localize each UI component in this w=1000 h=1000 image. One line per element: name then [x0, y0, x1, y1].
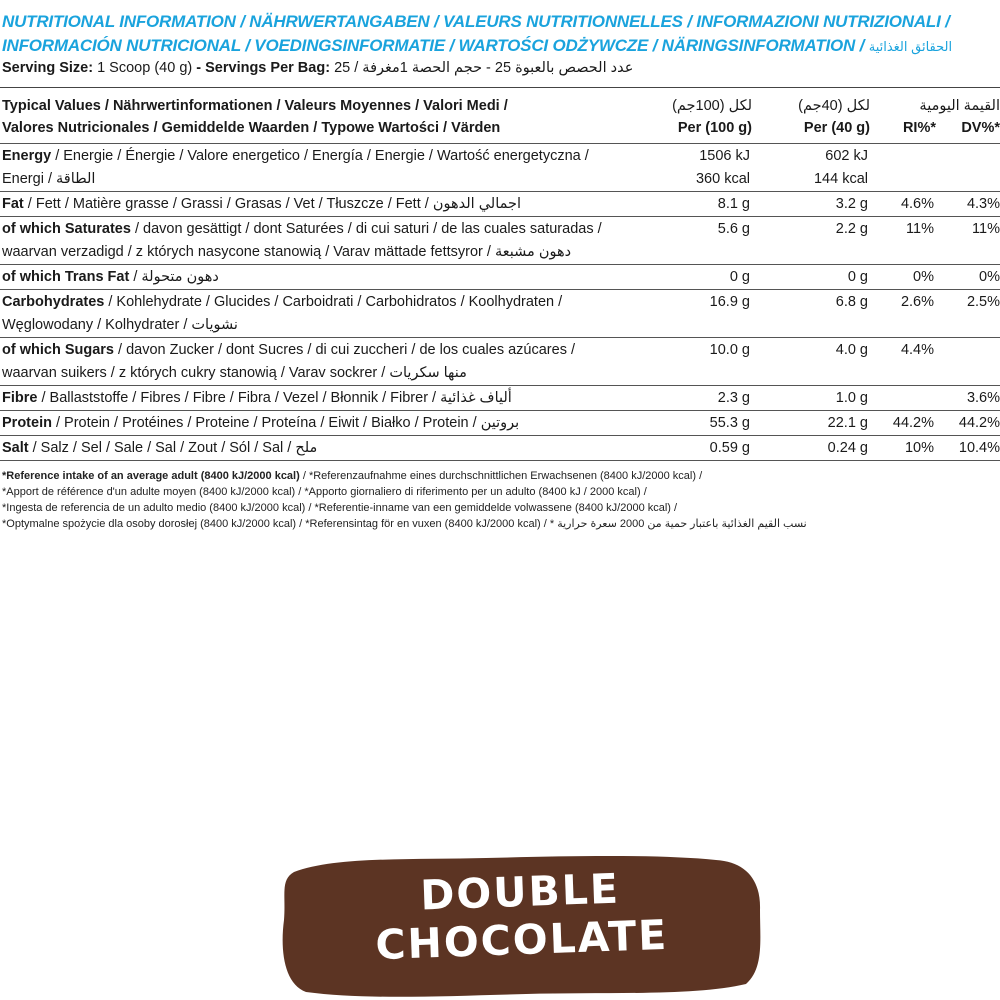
header-typical-values — [0, 95, 640, 144]
flavor-badge — [276, 850, 766, 1000]
value-per-40g-primary: 1.0 g — [835, 390, 868, 406]
value-per-100g — [640, 436, 758, 461]
nutrient-name: Fat — [2, 196, 24, 212]
value-per-40g — [758, 217, 876, 265]
value-per-100g — [640, 192, 758, 217]
header-per-40g-label: Per (40 g) — [803, 120, 870, 136]
nutrient-translations-line-2: Energi / الطاقة — [2, 171, 96, 187]
nutrient-description — [0, 265, 640, 290]
value-ri-percent: 4.4% — [900, 342, 934, 358]
value-per-40g — [758, 386, 876, 411]
header-per-100g-label: Per (100 g) — [677, 120, 752, 136]
value-dv-percent: 11% — [972, 221, 1000, 237]
table-row — [0, 436, 1000, 461]
value-ri-percent: 10% — [904, 440, 934, 456]
value-per-40g — [758, 265, 876, 290]
value-per-40g — [758, 144, 876, 192]
serving-separator: - — [196, 60, 202, 76]
footnote-line-2: *Apport de référence d'un adulte moyen (8400 kJ/2000 kcal) / *Apporto giornaliero di riferimento per un adulto (8400 kJ / 2000 kcal) / — [2, 486, 647, 498]
nutrient-name: Fibre — [2, 390, 38, 406]
serving-info — [2, 60, 633, 76]
value-per-100g-primary: 5.6 g — [717, 221, 750, 237]
value-per-100g-primary: 0.59 g — [709, 440, 750, 456]
value-dv-percent: 44.2% — [958, 415, 1000, 431]
footnote-line-1 — [2, 468, 998, 484]
value-per-100g — [640, 411, 758, 436]
table-row — [0, 338, 1000, 386]
value-per-100g-secondary: 360 kcal — [695, 171, 750, 187]
value-ri-percent — [876, 386, 940, 411]
table-header-row — [0, 95, 1000, 144]
footnote-line-4: *Optymalne spożycie dla osoby dorosłej (8400 kJ/2000 kcal) / *Referensintag för en vuxen (8400 kJ/2000 kcal) / * نسب القيم الغذائية باعتبار حمية من 2000 سعرة حرارية — [2, 518, 807, 530]
value-per-40g-primary: 22.1 g — [827, 415, 868, 431]
header-typical-line-2: Valores Nutricionales / Gemiddelde Waarden / Typowe Wartości / Värden — [2, 120, 501, 136]
value-dv-percent: 2.5% — [966, 294, 1000, 310]
heading-line-2-text: INFORMACIÓN NUTRICIONAL / VOEDINGSINFORMATIE / WARTOŚCI ODŻYWCZE / NÄRINGSINFORMATION / — [2, 36, 865, 55]
servings-per-bag-value: 25 / — [334, 60, 359, 76]
header-daily-arabic: القيمة اليومية — [919, 98, 1000, 114]
nutrient-name: Carbohydrates — [2, 294, 105, 310]
nutrient-description — [0, 290, 640, 338]
nutrient-name: Salt — [2, 440, 29, 456]
header-per-40g — [758, 95, 876, 144]
serving-size-label: Serving Size: — [2, 60, 94, 76]
value-ri-percent: 44.2% — [892, 415, 934, 431]
value-per-40g-primary: 0 g — [847, 269, 868, 285]
nutrient-translations: / Salz / Sel / Sale / Sal / Zout / Sól / Sal / ملح — [28, 440, 318, 456]
value-per-100g-primary: 8.1 g — [717, 196, 750, 212]
header-per-40g-arabic: لكل (40جم) — [798, 98, 870, 114]
nutrient-translations: / Protein / Protéines / Proteine / Proteína / Eiwit / Białko / Protein / بروتين — [51, 415, 520, 431]
nutrient-description — [0, 411, 640, 436]
header-typical-line-1: Typical Values / Nährwertinformationen / Valeurs Moyennes / Valori Medi / — [2, 98, 508, 114]
value-per-40g — [758, 192, 876, 217]
nutrient-translations: / Ballaststoffe / Fibres / Fibre / Fibra / Vezel / Błonnik / Fibrer / ألياف غذائية — [37, 390, 512, 406]
value-per-100g — [640, 386, 758, 411]
nutrient-translations: / Kohlehydrate / Glucides / Carboidrati / Carbohidratos / Koolhydraten / — [104, 294, 563, 310]
value-per-40g — [758, 290, 876, 338]
nutrient-translations-line-2: waarvan verzadigd / z których nasycone stanowią / Varav mättade fettsyror / دهون مشبعة — [2, 244, 572, 260]
value-per-100g-primary: 16.9 g — [709, 294, 750, 310]
nutrient-description — [0, 192, 640, 217]
footnote-line-3: *Ingesta de referencia de un adulto medio (8400 kJ/2000 kcal) / *Referentie-inname van een gemiddelde volwassene (8400 kJ/2000 kcal) / — [2, 502, 678, 514]
nutrient-description — [0, 338, 640, 386]
table-row — [0, 217, 1000, 265]
table-row — [0, 144, 1000, 192]
value-per-40g-primary: 6.8 g — [835, 294, 868, 310]
value-ri-percent: 11% — [906, 221, 934, 237]
header-divider — [0, 87, 1000, 88]
value-per-100g-primary: 0 g — [729, 269, 750, 285]
value-per-40g-primary: 2.2 g — [835, 221, 868, 237]
value-ri-percent: 2.6% — [900, 294, 934, 310]
value-per-100g-primary: 1506 kJ — [699, 148, 750, 164]
nutrient-name: Energy — [2, 148, 52, 164]
nutrient-name: of which Saturates — [2, 221, 131, 237]
value-per-100g — [640, 290, 758, 338]
nutrient-translations-line-2: waarvan suikers / z których cukry stanowią / Varav sockrer / منها سكريات — [2, 365, 467, 381]
nutrient-name: Protein — [2, 415, 52, 431]
table-row — [0, 386, 1000, 411]
value-dv-percent — [940, 338, 1000, 386]
serving-size-value: 1 Scoop (40 g) — [97, 60, 193, 76]
nutrition-table — [0, 95, 1000, 461]
nutrient-name: of which Trans Fat — [2, 269, 130, 285]
heading-line-1: NUTRITIONAL INFORMATION / NÄHRWERTANGABEN / VALEURS NUTRITIONNELLES / INFORMAZIONI NUTRIZIONALI / — [2, 12, 950, 31]
value-dv-percent — [940, 144, 1000, 192]
nutrient-description — [0, 144, 640, 192]
header-daily-values — [876, 95, 1000, 144]
nutrient-translations-line-2: Węglowodany / Kolhydrater / نشويات — [2, 317, 238, 333]
value-per-40g — [758, 436, 876, 461]
value-per-100g-primary: 2.3 g — [717, 390, 750, 406]
nutrient-translations: / davon Zucker / dont Sucres / di cui zuccheri / de los cuales azúcares / — [114, 342, 575, 358]
nutrition-heading — [2, 10, 1000, 59]
value-per-100g — [640, 144, 758, 192]
value-per-100g-primary: 55.3 g — [709, 415, 750, 431]
value-dv-percent: 4.3% — [966, 196, 1000, 212]
footnote-line-1-bold: *Reference intake of an average adult (8400 kJ/2000 kcal) — [2, 470, 300, 482]
value-per-100g — [640, 265, 758, 290]
header-per-100g — [640, 95, 758, 144]
value-ri-percent: 0% — [913, 269, 934, 285]
value-dv-percent: 3.6% — [966, 390, 1000, 406]
nutrient-translations: / Energie / Énergie / Valore energetico / Energía / Energie / Wartość energetyczna / — [51, 148, 589, 164]
value-per-40g-primary: 4.0 g — [835, 342, 868, 358]
value-dv-percent: 0% — [979, 269, 1000, 285]
header-dv: DV%* — [961, 120, 1000, 136]
value-per-100g — [640, 217, 758, 265]
flavor-line-2: CHOCOLATE — [374, 910, 670, 970]
table-row — [0, 411, 1000, 436]
flavor-name — [274, 859, 767, 972]
value-per-40g-secondary: 144 kcal — [813, 171, 868, 187]
value-per-100g-primary: 10.0 g — [709, 342, 750, 358]
table-row — [0, 265, 1000, 290]
value-per-40g-primary: 602 kJ — [825, 148, 868, 164]
value-per-40g-primary: 3.2 g — [835, 196, 868, 212]
value-ri-percent: 4.6% — [900, 196, 934, 212]
value-per-40g — [758, 411, 876, 436]
value-dv-percent: 10.4% — [958, 440, 1000, 456]
footnote-line-1-rest: / *Referenzaufnahme eines durchschnittlichen Erwachsenen (8400 kJ/2000 kcal) / — [299, 470, 703, 482]
value-per-100g — [640, 338, 758, 386]
table-row — [0, 192, 1000, 217]
nutrient-translations: / davon gesättigt / dont Saturées / di cui saturi / de las cuales saturadas / — [130, 221, 602, 237]
footnotes — [2, 468, 998, 532]
nutrient-translations: / Fett / Matière grasse / Grassi / Grasas / Vet / Tłuszcze / Fett / اجمالي الدهون — [23, 196, 522, 212]
nutrient-description — [0, 386, 640, 411]
table-row — [0, 290, 1000, 338]
value-ri-percent — [876, 144, 940, 192]
nutrient-description — [0, 436, 640, 461]
heading-line-2 — [2, 34, 1000, 59]
header-ri: RI%* — [902, 120, 936, 136]
value-per-40g — [758, 338, 876, 386]
header-per-100g-arabic: لكل (100جم) — [672, 98, 752, 114]
serving-arabic: عدد الحصص بالعبوة 25 - حجم الحصة 1مغرفة — [362, 60, 634, 76]
heading-line-2-arabic: الحقائق الغذائية — [868, 39, 953, 54]
nutrient-name: of which Sugars — [2, 342, 114, 358]
flavor-line-1: DOUBLE — [419, 864, 621, 920]
servings-per-bag-label: Servings Per Bag: — [205, 60, 331, 76]
nutrient-translations: / دهون متحولة — [129, 269, 219, 285]
value-per-40g-primary: 0.24 g — [827, 440, 868, 456]
nutrient-description — [0, 217, 640, 265]
